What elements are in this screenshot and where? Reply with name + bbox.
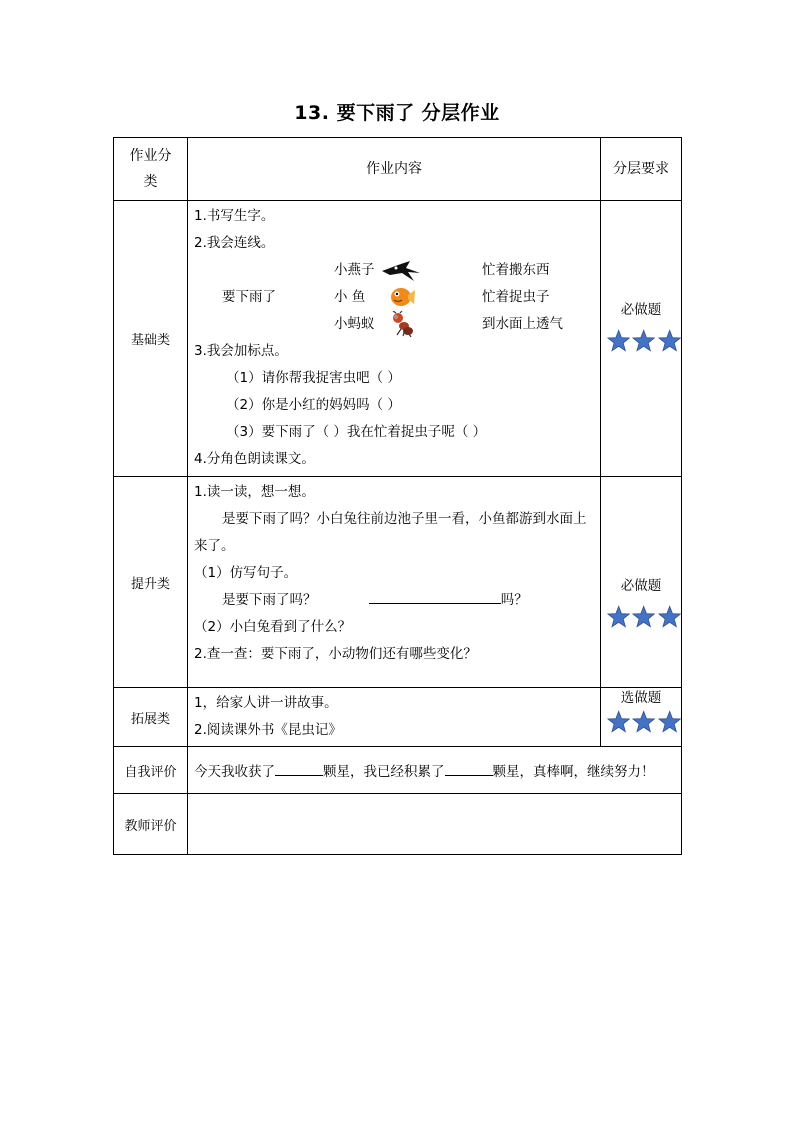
requirement-label: 必做题 (620, 578, 662, 594)
advance-item-1: 1.读一读，想一想。 (194, 484, 315, 500)
star-icon (632, 710, 655, 734)
star-rating (607, 329, 681, 353)
match-action-3: 到水面上透气 (482, 316, 563, 332)
requirement-basic (601, 201, 682, 477)
punct-1: （1）请你帮我捉害虫吧（ ） (226, 370, 401, 386)
requirement-advance (601, 477, 682, 688)
imitate-blank[interactable] (369, 603, 501, 604)
category-self-eval: 自我评价 (114, 747, 188, 794)
basic-item-3: 3.我会加标点。 (194, 343, 288, 359)
punct-2: （2）你是小红的妈妈吗（ ） (226, 397, 401, 413)
match-action-2: 忙着捉虫子 (482, 289, 550, 305)
matching-exercise (194, 257, 596, 338)
star-rating (607, 710, 681, 734)
star-icon (658, 605, 681, 629)
imitate-prompt: 是要下雨了吗？ (222, 592, 317, 608)
match-action-1: 忙着搬东西 (482, 262, 550, 278)
match-animal-2: 小 鱼 (334, 289, 366, 305)
header-requirement: 分层要求 (601, 138, 682, 201)
star-icon (607, 605, 630, 629)
requirement-extend (601, 688, 682, 747)
match-animal-1: 小燕子 (334, 262, 375, 278)
basic-item-2: 2.我会连线。 (194, 235, 275, 251)
self-eval-content (188, 747, 682, 794)
category-teacher-eval: 教师评价 (114, 794, 188, 855)
row-advance (114, 477, 682, 688)
requirement-label: 必做题 (620, 302, 662, 318)
self-eval-part-2: 颗星，我已经积累了 (323, 764, 445, 780)
match-left: 要下雨了 (222, 289, 276, 305)
imitate-sentence (194, 587, 596, 614)
requirement-label: 选做题 (620, 690, 662, 706)
star-icon (632, 605, 655, 629)
advance-passage: 是要下雨了吗？小白兔往前边池子里一看，小鱼都游到水面上来了。 (194, 511, 587, 554)
imitate-suffix: 吗？ (500, 592, 528, 608)
self-eval-blank-2[interactable] (445, 775, 493, 776)
basic-item-1: 1.书写生字。 (194, 208, 275, 224)
self-eval-part-3: 颗星，真棒啊，继续努力！ (492, 764, 655, 780)
homework-table (113, 137, 682, 855)
row-self-eval (114, 747, 682, 794)
extend-item-1: 1，给家人讲一讲故事。 (194, 695, 338, 711)
basic-item-4: 4.分角色朗读课文。 (194, 451, 315, 467)
header-category: 作业分类 (114, 138, 188, 201)
row-extend (114, 688, 682, 747)
content-advance (188, 477, 601, 688)
star-rating (607, 605, 681, 629)
category-advance: 提升类 (114, 477, 188, 688)
fish-icon (388, 285, 416, 309)
ant-icon (388, 311, 416, 337)
star-icon (607, 329, 630, 353)
star-icon (607, 710, 630, 734)
category-extend: 拓展类 (114, 688, 188, 747)
content-extend (188, 688, 601, 747)
row-teacher-eval (114, 794, 682, 855)
star-icon (658, 329, 681, 353)
category-basic: 基础类 (114, 201, 188, 477)
extend-item-2: 2.阅读课外书《昆虫记》 (194, 722, 342, 738)
teacher-eval-content[interactable] (188, 794, 682, 855)
row-basic (114, 201, 682, 477)
advance-sub-2: （2）小白兔看到了什么？ (194, 619, 352, 635)
self-eval-blank-1[interactable] (275, 775, 323, 776)
swallow-icon (380, 259, 422, 283)
punct-3: （3）要下雨了（ ）我在忙着捉虫子呢（ ） (226, 424, 487, 440)
page-title: 13. 要下雨了 分层作业 (294, 102, 500, 124)
advance-sub-1: （1）仿写句子。 (194, 565, 298, 581)
header-row (114, 138, 682, 201)
content-basic (188, 201, 601, 477)
match-animal-3: 小蚂蚁 (334, 316, 375, 332)
star-icon (658, 710, 681, 734)
self-eval-part-1: 今天我收获了 (194, 764, 275, 780)
header-content: 作业内容 (188, 138, 601, 201)
advance-item-2: 2.查一查：要下雨了，小动物们还有哪些变化？ (194, 646, 477, 662)
star-icon (632, 329, 655, 353)
